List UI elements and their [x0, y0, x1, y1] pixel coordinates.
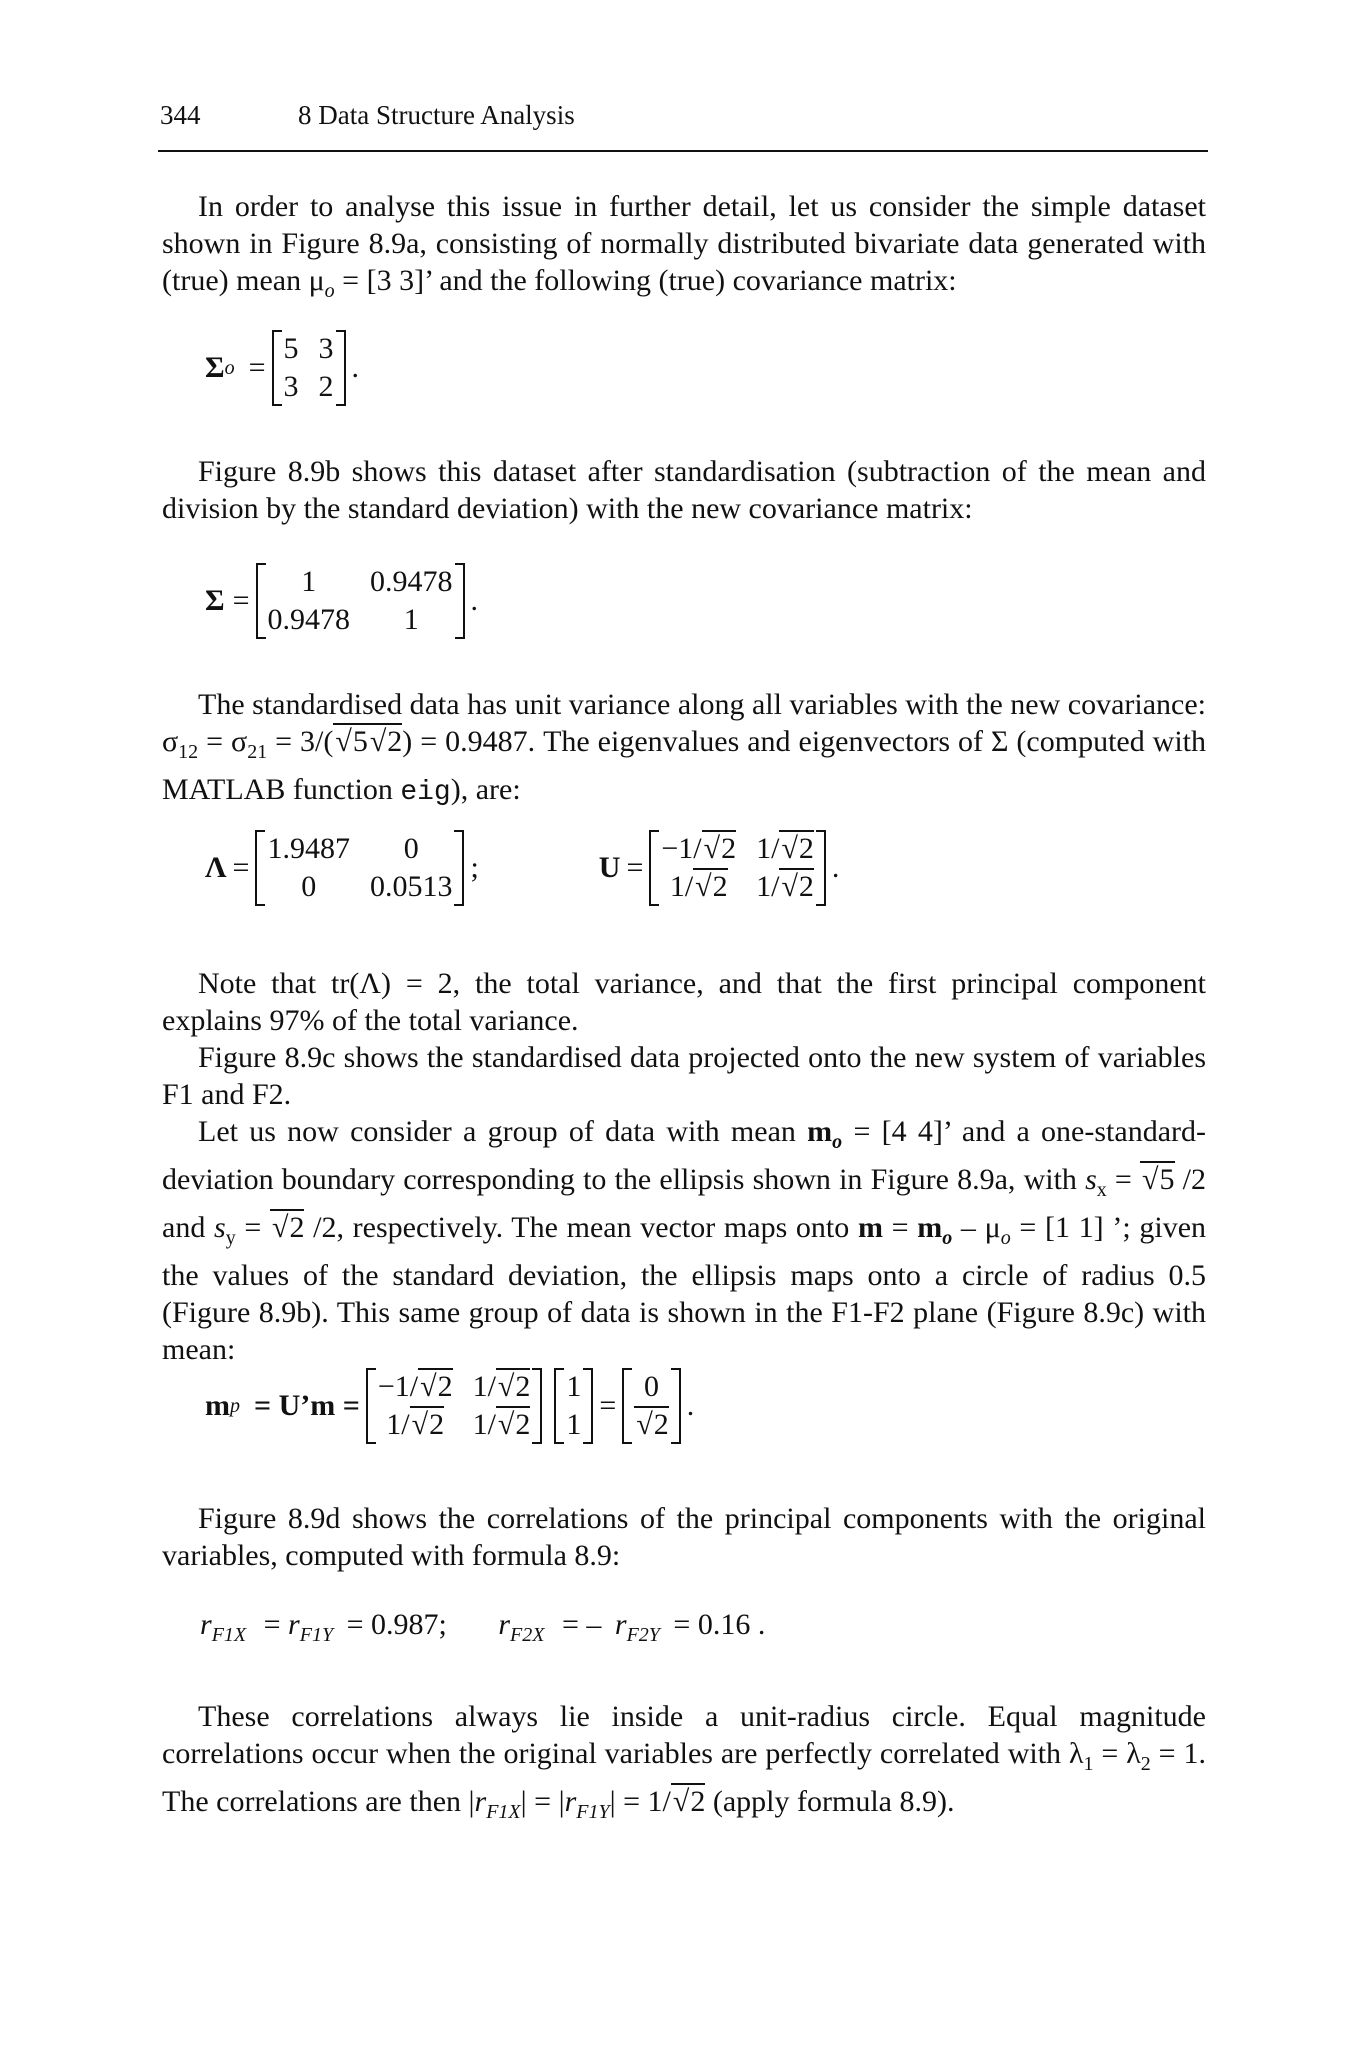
- paragraph-trace: Note that tr(Λ) = 2, the total variance, and that the first principal component explains 97% of the total variance.: [162, 967, 1206, 1037]
- equation-sigma-o: Σ o = 5 3 3 2 .: [205, 332, 360, 403]
- matrix-u-prime: −1/√ 2 1/√ 2 1/√ 2 1/√ 2: [366, 1370, 543, 1442]
- header-rule: [158, 150, 1208, 152]
- vector-mp: 0 √ 2: [622, 1370, 680, 1442]
- matrix-lambda: 1.9487 0 0 0.0513: [255, 832, 464, 904]
- matrix-u: −1/√ 2 1/√ 2 1/√ 2 1/√ 2: [649, 832, 826, 904]
- matrix-sigma-o: 5 3 3 2: [272, 332, 346, 404]
- paragraph-intro: In order to analyse this issue in further detail, let us consider the simple dataset shown in Figure 8.9a, consisting of normally distributed bivariate data generated with (true) mean $\mu_o = [3$ 3]’ and the following (true) covariance matrix:: [162, 190, 1206, 302]
- vector-m: 1 1: [554, 1370, 593, 1442]
- equation-lambda-u: Λ = 1.9487 0 0 0.0513 ; U = −1/√ 2 1/√ 2 1/√ 2 1/√ 2 .: [205, 832, 839, 904]
- paragraph-projection: Figure 8.9c shows the standardised data projected onto the new system of variables F1 and F2.: [162, 1041, 1206, 1111]
- equation-sigma: Σ = 1 0.9478 0.9478 1 .: [205, 565, 479, 636]
- running-head: 8 Data Structure Analysis: [298, 100, 575, 130]
- paragraph-correlations: Figure 8.9d shows the correlations of the principal components with the original variables, computed with formula 8.9:: [162, 1502, 1206, 1572]
- page-number: 344: [160, 100, 201, 130]
- equation-mp: m p = U’m = −1/√ 2 1/√ 2 1/√ 2 1/√ 2 1 1 = 0 √ 2 .: [205, 1370, 694, 1442]
- equation-correlations: $r_{F1X} = r_{F1Y} = 0.987$; $r_{F2X}$ = – $r_{F2Y} = 0.16$ .: [200, 1608, 766, 1646]
- matrix-sigma: 1 0.9478 0.9478 1: [256, 565, 465, 637]
- paragraph-standardisation: Figure 8.9b shows this dataset after standardisation (subtraction of the mean and division by the standard deviation) with the new covariance matrix:: [162, 455, 1206, 525]
- paragraph-group-mean: Let us now consider a group of data with mean $m_o = [4$ 4]’ and a one-standard-deviation boundary corresponding to the ellipsis shown in Figure 8.9a, with $s_x$ = √ 5 /2 and $s_y$ = √ 2 /2, respectively. The mean vector maps onto $m = m_o - \mu_o = [1$ 1] ’; given the values of the standard deviation, the ellipsis maps onto a circle of radius 0.5 (Figure 8.9b). This same group of data is shown in the F1-F2 plane (Figure 8.9c) with mean:: [162, 1113, 1206, 1368]
- paragraph-unit-circle: These correlations always lie inside a unit-radius circle. Equal magnitude correlations occur when the original variables are perfectly correlated with $\lambda_1 = \lambda_2 = 1$. The correlations are then $|r_{F1X}| = |r_{F1Y}| = 1/√$ 2 (apply formula 8.9).: [162, 1698, 1206, 1831]
- paragraph-eigen: The standardised data has unit variance along all variables with the new covariance: $\sigma_{12} = \sigma_{21} = 3/(√$ 5√ 2) = 0.9487. The eigenvalues and eigenvectors of Σ (computed with MATLAB function eig), are:: [162, 686, 1206, 811]
